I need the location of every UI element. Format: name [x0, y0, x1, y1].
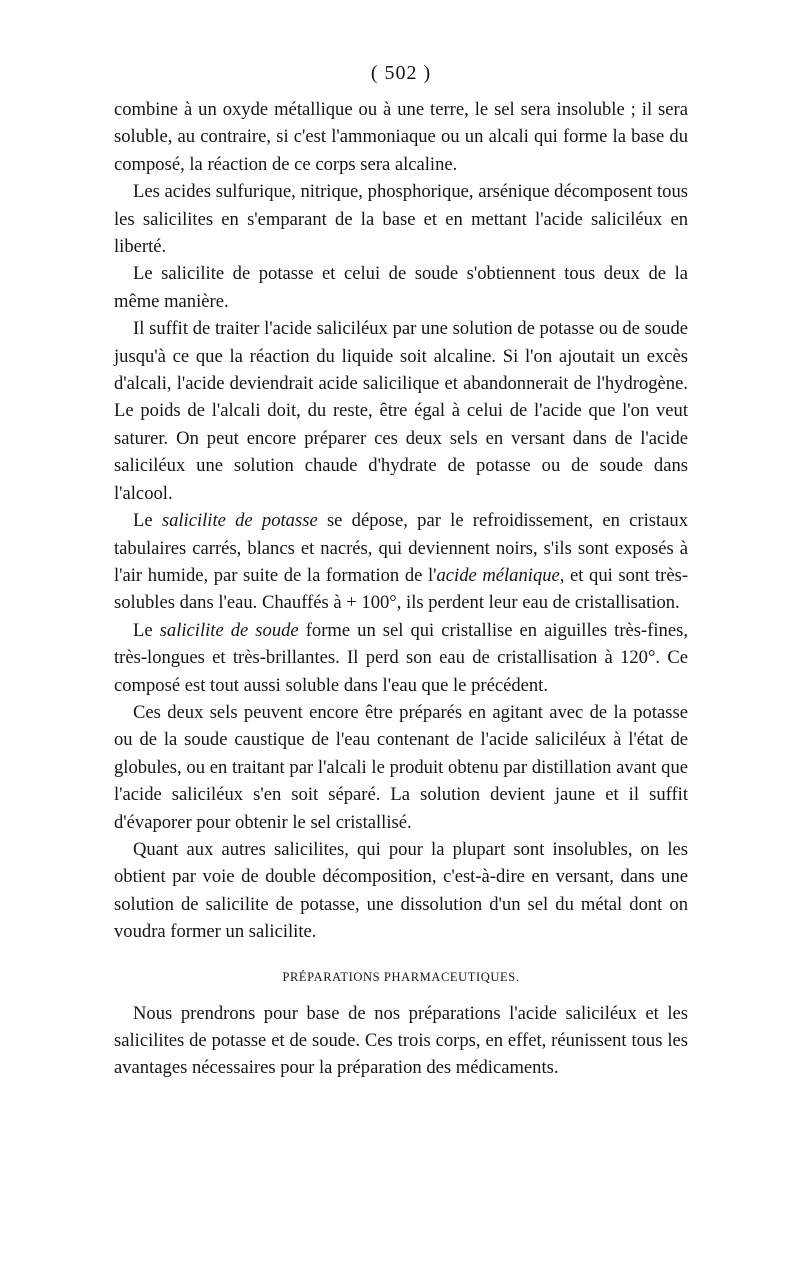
paragraph-1: [114, 96, 688, 178]
section-heading: PRÉPARATIONS PHARMACEUTIQUES.: [282, 969, 520, 984]
paragraph-8: [114, 836, 688, 946]
paragraph-4: [114, 315, 688, 507]
paragraph-text: Le salicilite de potasse et celui de soude s'obtiennent tous deux de la même manière.: [114, 263, 688, 312]
closing-paragraph: [114, 1000, 688, 1082]
paragraph-text: Quant aux autres salicilites, qui pour la plupart sont insolubles, on les obtient par voie de double décomposition, c'est-à-dire en versant, dans une solution de salicilite de potasse, une dissolution d'un sel du métal dont on voudra former un salicilite.: [114, 838, 688, 943]
paragraph-5: [114, 507, 688, 617]
paragraph-2: [114, 178, 688, 260]
paragraph-6: [114, 617, 688, 699]
paragraph-text: Le: [133, 510, 162, 532]
paragraph-text: Il suffit de traiter l'acide saliciléux par une solution de potasse ou de soude jusqu'à ce que la réaction du liquide soit alcaline. Si l'on ajoutait un excès d'alcali, l'acide deviendrait acide salicilique et abandonnerait de l'hydrogène. Le poids de l'alcali doit, du reste, être égal à celui de l'acide que l'on veut saturer. On peut encore préparer ces deux sels en versant dans de l'acide saliciléux une solution chaude d'hydrate de potasse ou de soude dans l'alcool.: [114, 318, 688, 504]
paragraph-text: forme un sel qui cristallise en aiguilles très-fines, très-longues et très-brillantes. Il perd son eau de cristallisation à 120°. Ce composé est tout aussi soluble dans l'eau que le précédent.: [114, 619, 688, 696]
paragraph-7: [114, 699, 688, 836]
paragraph-text: combine à un oxyde métallique ou à une terre, le sel sera insoluble ; il sera soluble, au contraire, si c'est l'ammoniaque ou un alcali qui forme la base du composé, la réaction de ce corps sera alcaline.: [114, 99, 688, 175]
italic-term: salicilite de soude: [159, 619, 299, 641]
paragraph-3: [114, 260, 688, 315]
italic-term: acide mélanique,: [436, 564, 565, 586]
paragraph-text: et qui sont très-solubles dans l'eau. Chauffés à + 100°, ils perdent leur eau de cristallisation.: [114, 564, 689, 614]
paragraph-text: Nous prendrons pour base de nos préparations l'acide saliciléux et les salicilites de potasse et de soude. Ces trois corps, en effet, réunissent tous les avantages nécessaires pour la préparation des médicaments.: [114, 1002, 688, 1079]
paragraph-text: Les acides sulfurique, nitrique, phosphorique, arsénique décomposent tous les salicilites en s'emparant de la base et en mettant l'acide saliciléux en liberté.: [114, 181, 688, 258]
page-number: ( 502 ): [370, 62, 432, 84]
paragraph-text: Ces deux sels peuvent encore être préparés en agitant avec de la potasse ou de la soude caustique de l'eau contenant de l'acide saliciléux à l'état de globules, ou en traitant par l'alcali le produit obtenu par distillation avant que l'acide saliciléux s'en soit séparé. La solution devient jaune et il suffit d'évaporer pour obtenir le sel cristallisé.: [114, 701, 688, 833]
paragraph-text: Le: [133, 619, 160, 641]
book-page: [114, 56, 688, 1082]
paragraph-text: se dépose, par le refroidissement, en cristaux tabulaires carrés, blancs et nacrés, qui deviennent noirs, s'ils sont exposés à l'air humide, par suite de la formation de l': [114, 510, 688, 586]
italic-term: salicilite de potasse: [161, 510, 318, 532]
